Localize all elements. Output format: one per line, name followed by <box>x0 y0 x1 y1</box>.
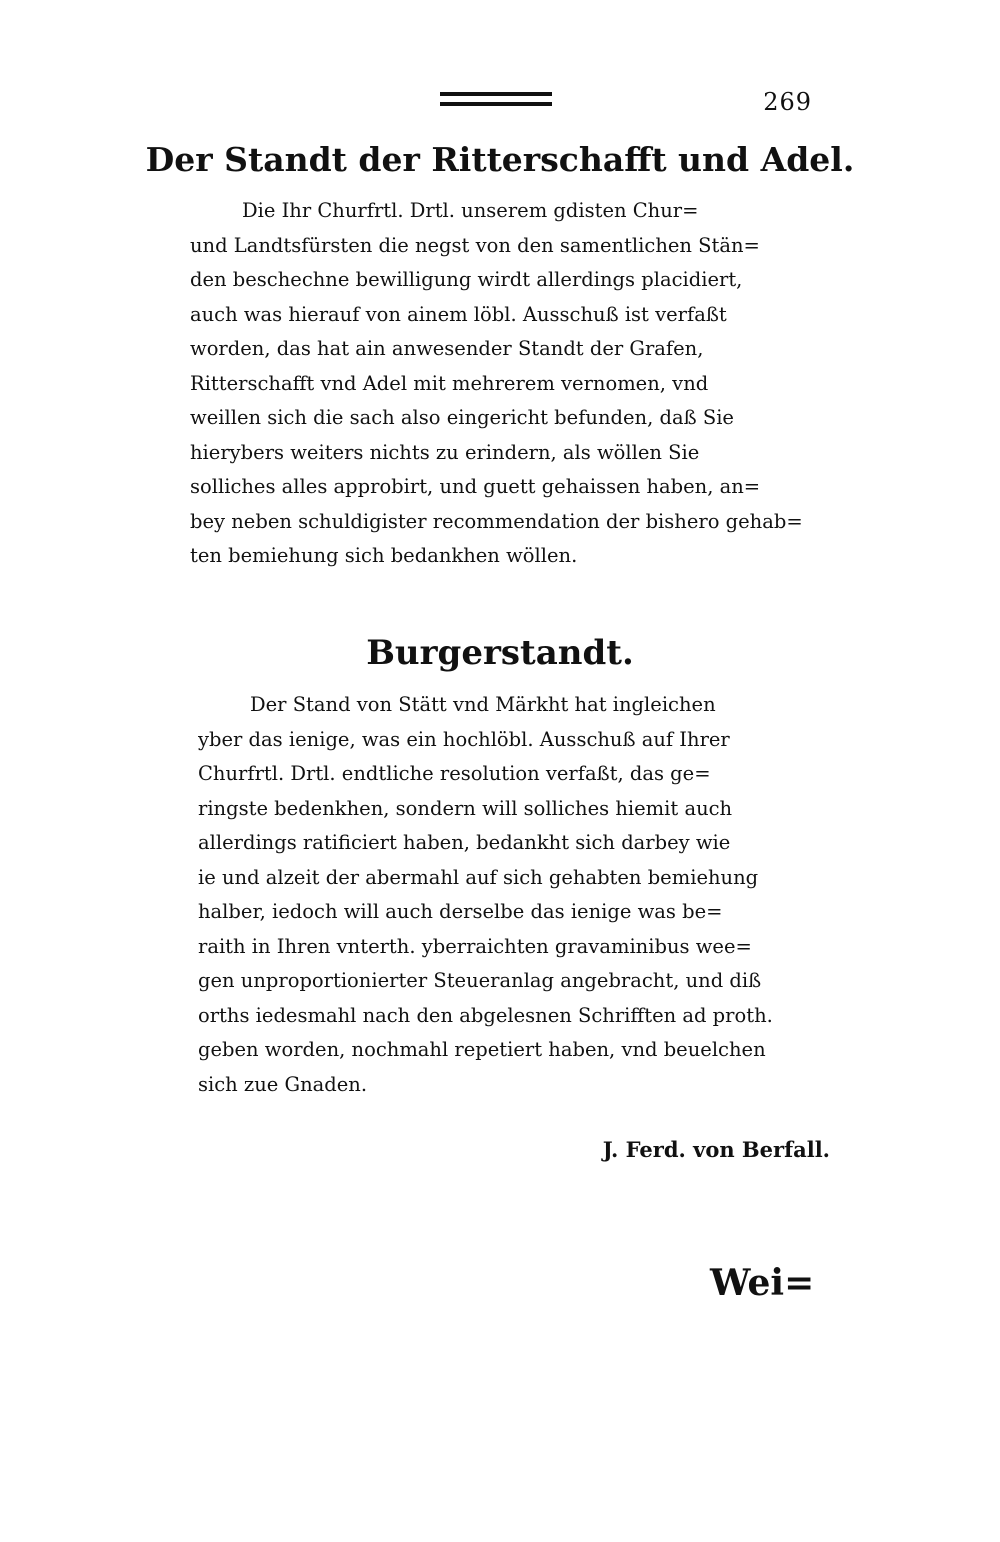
section-heading-burghers: Burgerstandt. <box>366 633 634 673</box>
text-line: allerdings ratificiert haben, bedankht sich darbey wie <box>198 831 731 854</box>
paragraph-nobility <box>190 194 818 574</box>
text-line: Die Ihr Churfrtl. Drtl. unserem gdisten Chur= <box>242 199 699 222</box>
text-line: geben worden, nochmahl repetiert haben, vnd beuelchen <box>198 1038 766 1061</box>
catchword: Wei= <box>710 1262 815 1304</box>
text-line: orths iedesmahl nach den abgelesnen Schrifften ad proth. <box>198 1003 773 1027</box>
rule-line <box>440 102 552 106</box>
page-number: 269 <box>763 88 812 116</box>
text-line: ten bemiehung sich bedankhen wöllen. <box>190 544 578 567</box>
text-line: den beschechne bewilligung wirdt allerdings placidiert, <box>190 268 743 291</box>
text-line: solliches alles approbirt, und guett gehaissen haben, an= <box>190 475 761 498</box>
section-heading-nobility: Der Standt der Ritterschafft und Adel. <box>145 140 855 179</box>
text-line: sich zue Gnaden. <box>198 1072 368 1096</box>
text-line: ie und alzeit der abermahl auf sich gehabten bemiehung <box>198 865 759 889</box>
text-line: halber, iedoch will auch derselbe das ienige was be= <box>198 900 723 923</box>
rule-line <box>440 92 552 96</box>
text-line: bey neben schuldigister recommendation der bishero gehab= <box>190 509 803 533</box>
text-line: Der Stand von Stätt vnd Märkht hat ingleichen <box>250 693 716 716</box>
text-line: Ritterschafft vnd Adel mit mehrerem vernomen, vnd <box>190 371 709 395</box>
text-line: und Landtsfürsten die negst von den samentlichen Stän= <box>190 233 760 257</box>
decorative-double-rule <box>440 92 552 112</box>
text-line: auch was hierauf von ainem löbl. Ausschuß ist verfaßt <box>190 302 727 326</box>
text-line: yber das ienige, was ein hochlöbl. Ausschuß auf Ihrer <box>198 727 730 751</box>
text-line: hierybers weiters nichts zu erindern, als wöllen Sie <box>190 440 700 464</box>
text-line: worden, das hat ain anwesender Standt der Grafen, <box>190 337 704 360</box>
text-line: Churfrtl. Drtl. endtliche resolution verfaßt, das ge= <box>198 762 711 785</box>
text-line: ringste bedenkhen, sondern will solliches hiemit auch <box>198 796 733 820</box>
text-line: weillen sich die sach also eingericht befunden, daß Sie <box>190 406 734 429</box>
text-line: gen unproportionierter Steueranlag angebracht, und diß <box>198 969 762 992</box>
text-line: raith in Ihren vnterth. yberraichten gravaminibus wee= <box>198 934 752 958</box>
paragraph-burghers <box>198 688 832 1102</box>
signature: J. Ferd. von Berfall. <box>602 1137 830 1162</box>
